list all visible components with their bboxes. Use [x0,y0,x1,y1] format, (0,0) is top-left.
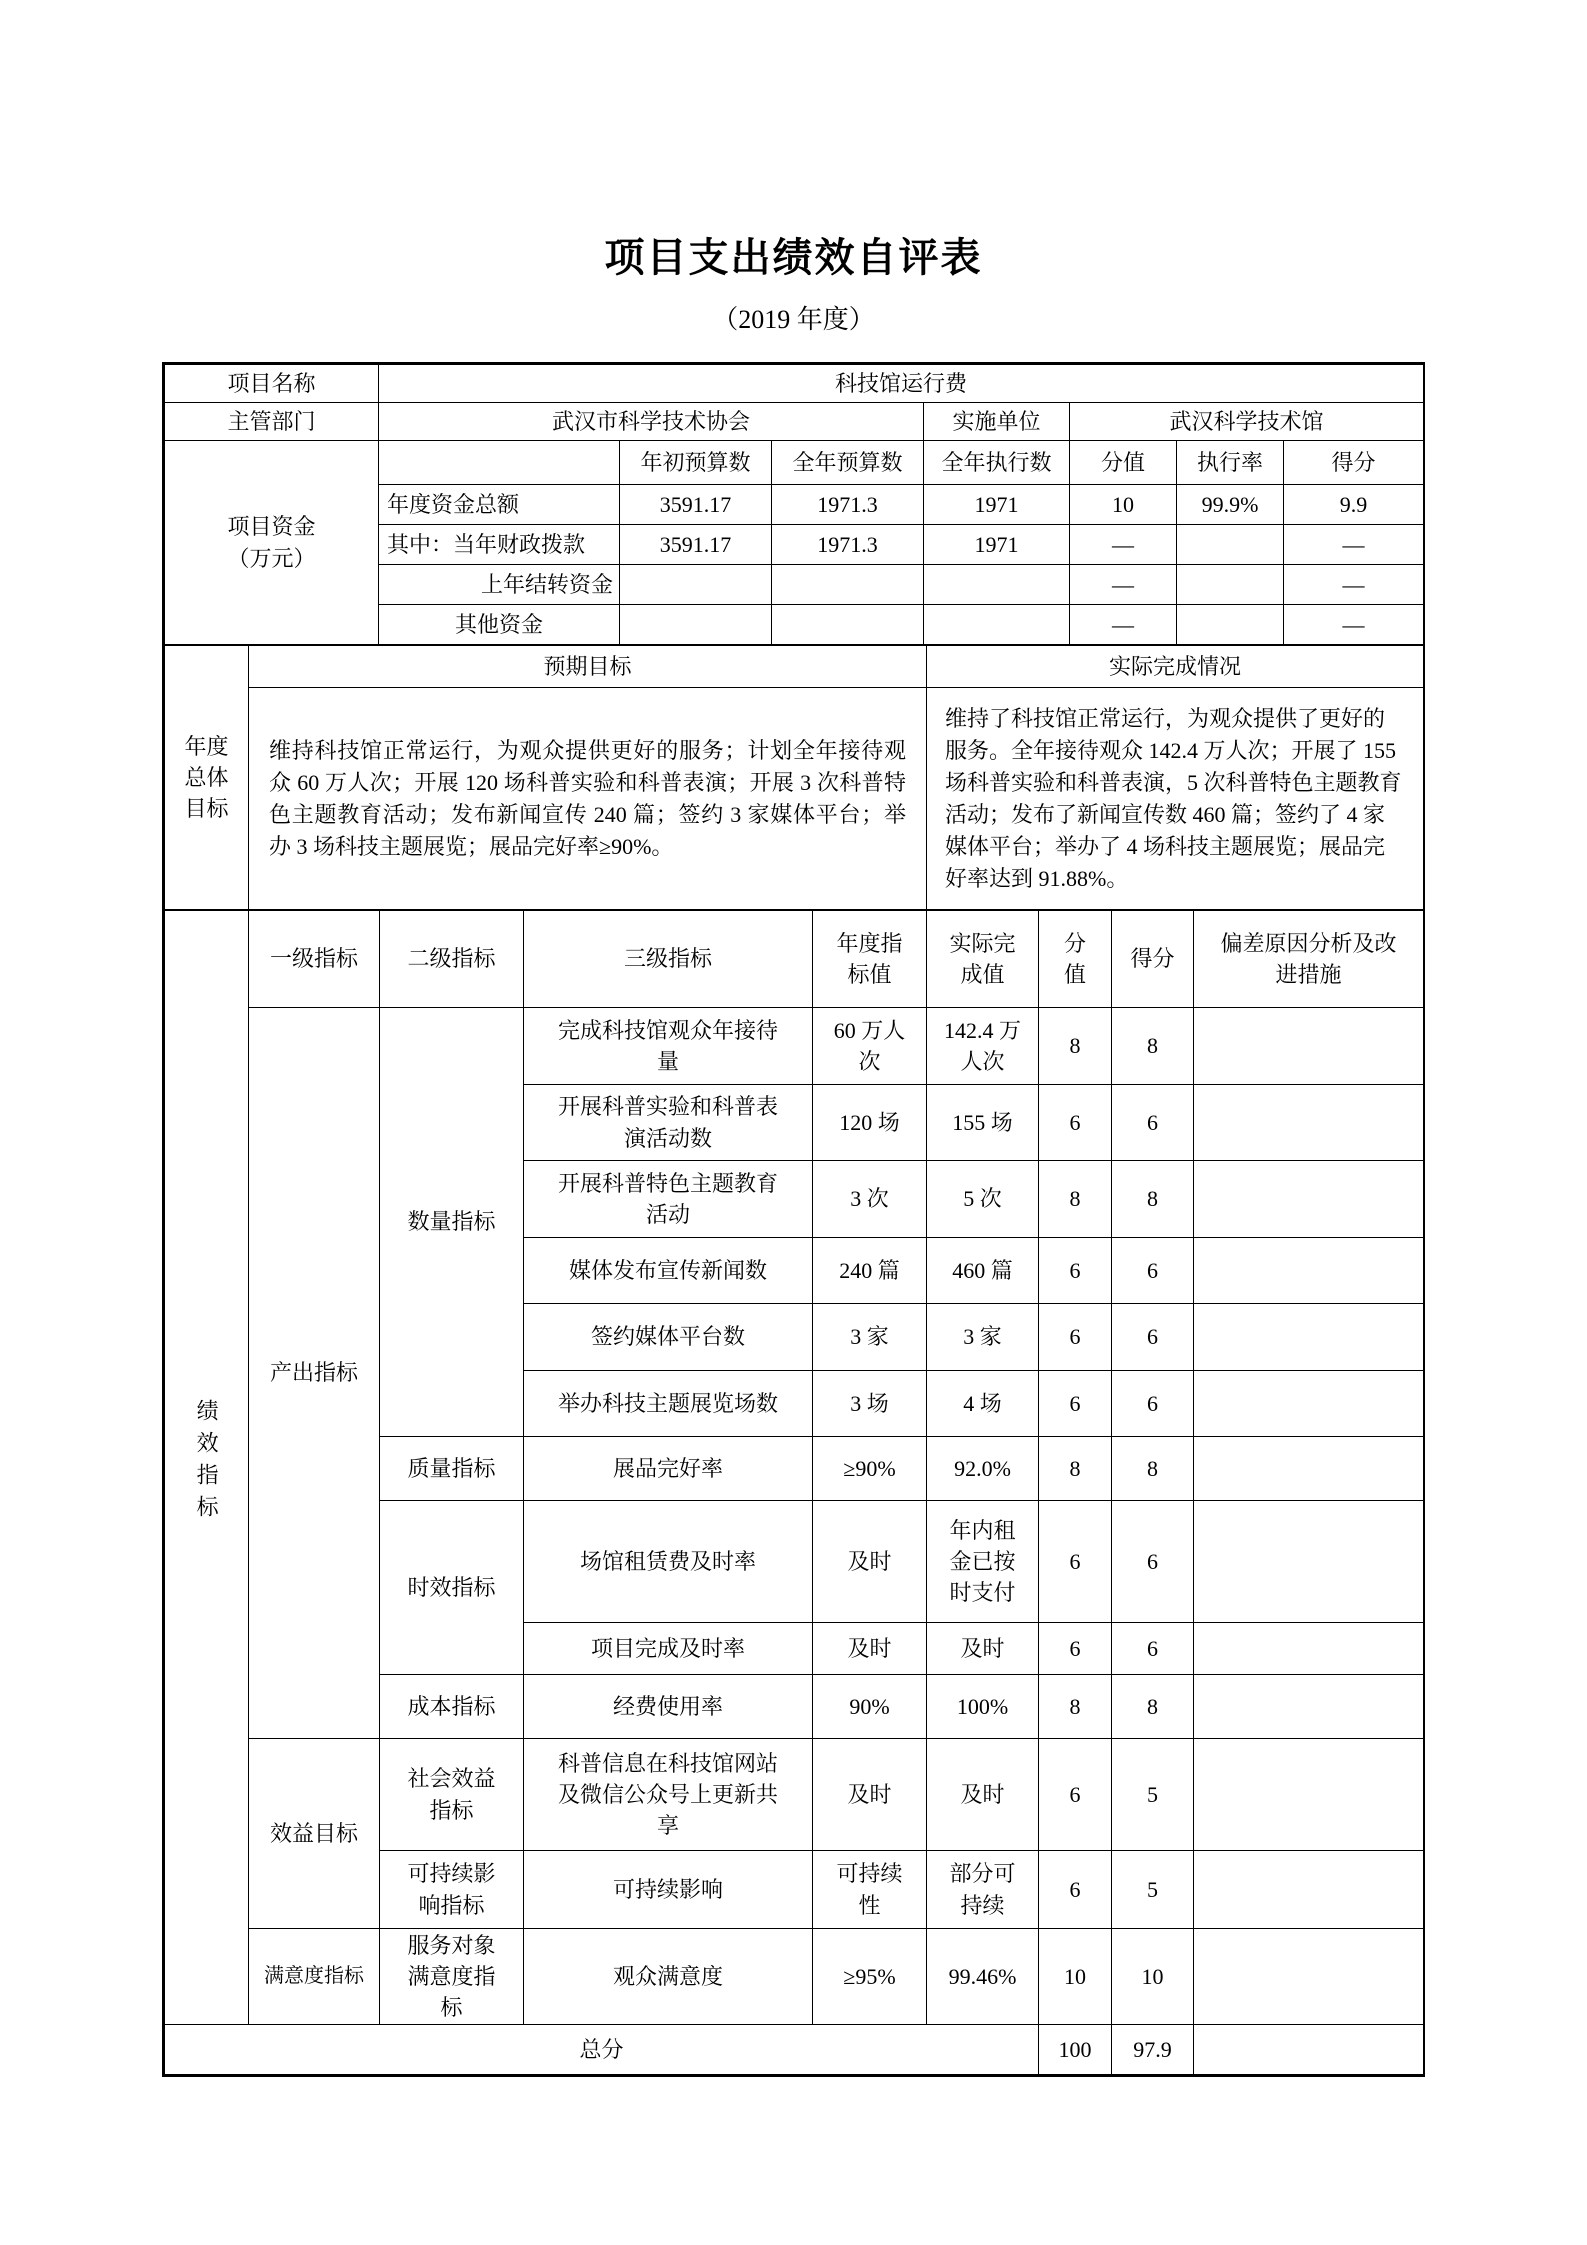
indicator-score: 6 [1039,1739,1112,1851]
funding-header-row [165,441,1424,485]
department-row [165,403,1424,441]
goals-section-label: 年度总体目标 [165,646,249,910]
indicator-earned: 6 [1112,1238,1194,1304]
indicator-earned: 6 [1112,1304,1194,1371]
total-deviation [1194,2025,1424,2075]
level1-satisfaction: 满意度指标 [249,1929,380,2025]
funding-cell: 10 [1070,485,1177,525]
funding-cell [1177,605,1284,645]
indicator-target: 可持续性 [813,1851,927,1929]
funding-cell [924,565,1070,605]
goals-content-row [165,688,1424,910]
total-score: 100 [1039,2025,1112,2075]
expected-goal-header: 预期目标 [249,646,927,688]
level2-timeliness: 时效指标 [380,1501,524,1675]
indicator-name: 项目完成及时率 [524,1623,813,1675]
info-funding-table [164,364,1424,645]
funding-cell: — [1284,605,1424,645]
indicator-actual: 142.4 万人次 [927,1008,1039,1085]
indicator-target: 3 次 [813,1161,927,1238]
indicator-actual: 92.0% [927,1437,1039,1501]
indicator-deviation [1194,1623,1424,1675]
funding-cell: 1971.3 [772,485,924,525]
indicator-actual: 3 家 [927,1304,1039,1371]
indicator-name: 媒体发布宣传新闻数 [524,1238,813,1304]
indicator-name: 观众满意度 [524,1929,813,2025]
indicator-target: 3 家 [813,1304,927,1371]
funding-section-label: 项目资金（万元） [165,441,379,645]
indicator-actual: 部分可持续 [927,1851,1039,1929]
indicator-earned: 8 [1112,1437,1194,1501]
indicator-deviation [1194,1304,1424,1371]
funding-cell: 1971.3 [772,525,924,565]
implementer-label: 实施单位 [924,403,1070,441]
indicator-score: 6 [1039,1371,1112,1437]
document-content [162,226,1425,2077]
funding-row-label: 其中：当年财政拨款 [379,525,620,565]
funding-cell: — [1284,525,1424,565]
funding-cell [620,565,772,605]
indicator-earned: 6 [1112,1501,1194,1623]
indicator-deviation [1194,1675,1424,1739]
indicator-actual: 155 场 [927,1085,1039,1161]
indicator-score: 8 [1039,1437,1112,1501]
indicator-actual: 及时 [927,1623,1039,1675]
level2-sustain: 可持续影响指标 [380,1851,524,1929]
indicators-section-label [165,911,249,2025]
indicator-actual: 100% [927,1675,1039,1739]
funding-cell: 9.9 [1284,485,1424,525]
indicator-name: 科普信息在科技馆网站及微信公众号上更新共享 [524,1739,813,1851]
header-target: 年度指标值 [813,911,927,1008]
indicator-score: 6 [1039,1238,1112,1304]
indicator-row [165,1929,1424,2025]
header-earned: 得分 [1112,911,1194,1008]
header-score: 分值 [1039,911,1112,1008]
indicator-deviation [1194,1851,1424,1929]
indicator-deviation [1194,1085,1424,1161]
funding-cell [772,565,924,605]
funding-row-label: 年度资金总额 [379,485,620,525]
indicator-target: 3 场 [813,1371,927,1437]
funding-header-executed: 全年执行数 [924,441,1070,485]
page-title: 项目支出绩效自评表 [604,235,983,280]
goals-table [164,645,1424,910]
expected-goal-text: 维持科技馆正常运行，为观众提供更好的服务；计划全年接待观众 60 万人次；开展 120 场科普实验和科普表演；开展 3 次科普特色主题教育活动；发布新闻宣传 240 篇；签约 3 家媒体平台；举办 3 场科技主题展览；展品完好率≥90%。 [249,688,927,910]
indicator-name: 开展科普实验和科普表演活动数 [524,1085,813,1161]
indicator-name: 可持续影响 [524,1851,813,1929]
actual-result-header: 实际完成情况 [927,646,1424,688]
funding-cell: 1971 [924,525,1070,565]
indicator-earned: 5 [1112,1851,1194,1929]
indicator-deviation [1194,1238,1424,1304]
level2-quality: 质量指标 [380,1437,524,1501]
header-level2: 二级指标 [380,911,524,1008]
indicator-score: 8 [1039,1161,1112,1238]
implementer-value: 武汉科学技术馆 [1070,403,1424,441]
project-name-value: 科技馆运行费 [379,365,1424,403]
indicator-target: 240 篇 [813,1238,927,1304]
funding-row-label: 上年结转资金 [379,565,620,605]
indicator-earned: 8 [1112,1008,1194,1085]
indicator-score: 6 [1039,1851,1112,1929]
indicator-earned: 6 [1112,1623,1194,1675]
indicator-actual: 460 篇 [927,1238,1039,1304]
funding-header-annual: 全年预算数 [772,441,924,485]
level2-quantity: 数量指标 [380,1008,524,1437]
department-label: 主管部门 [165,403,379,441]
indicator-target: 及时 [813,1501,927,1623]
funding-cell: — [1070,525,1177,565]
indicator-row [165,1008,1424,1085]
indicator-row [165,1739,1424,1851]
funding-cell: — [1284,565,1424,605]
funding-cell [1177,565,1284,605]
indicators-header-row [165,911,1424,1008]
indicator-earned: 6 [1112,1085,1194,1161]
indicator-deviation [1194,1501,1424,1623]
level1-output: 产出指标 [249,1008,380,1739]
funding-cell: 1971 [924,485,1070,525]
indicator-name: 开展科普特色主题教育活动 [524,1161,813,1238]
funding-cell: 3591.17 [620,525,772,565]
goals-header-row [165,646,1424,688]
header-level1: 一级指标 [249,911,380,1008]
header-level3: 三级指标 [524,911,813,1008]
indicator-score: 6 [1039,1501,1112,1623]
indicator-deviation [1194,1929,1424,2025]
indicator-earned: 8 [1112,1675,1194,1739]
actual-result-text: 维持了科技馆正常运行，为观众提供了更好的服务。全年接待观众 142.4 万人次；开展了 155 场科普实验和科普表演，5 次科普特色主题教育活动；发布了新闻宣传数 460 篇；签约了 4 家媒体平台；举办了 4 场科技主题展览；展品完好率达到 91.88%。 [927,688,1424,910]
indicator-deviation [1194,1008,1424,1085]
level2-cost: 成本指标 [380,1675,524,1739]
indicator-deviation [1194,1371,1424,1437]
funding-cell [1177,525,1284,565]
indicator-name: 完成科技馆观众年接待量 [524,1008,813,1085]
indicator-deviation [1194,1739,1424,1851]
indicators-table [164,910,1424,2075]
funding-header-initial: 年初预算数 [620,441,772,485]
indicator-target: 及时 [813,1623,927,1675]
indicator-score: 6 [1039,1623,1112,1675]
total-label: 总分 [165,2025,1039,2075]
evaluation-sheet [162,362,1425,2077]
indicator-name: 场馆租赁费及时率 [524,1501,813,1623]
funding-cell [772,605,924,645]
funding-header-earned: 得分 [1284,441,1424,485]
funding-header-score: 分值 [1070,441,1177,485]
indicator-actual: 4 场 [927,1371,1039,1437]
project-name-label: 项目名称 [165,365,379,403]
level2-social: 社会效益指标 [380,1739,524,1851]
page-subtitle: （2019 年度） [712,305,875,334]
indicator-deviation [1194,1161,1424,1238]
funding-cell: 99.9% [1177,485,1284,525]
indicator-target: 及时 [813,1739,927,1851]
indicator-target: 120 场 [813,1085,927,1161]
indicator-score: 8 [1039,1675,1112,1739]
level2-service-satisfaction: 服务对象满意度指标 [380,1929,524,2025]
funding-row-label: 其他资金 [379,605,620,645]
funding-cell: — [1070,565,1177,605]
indicator-name: 经费使用率 [524,1675,813,1739]
total-row [165,2025,1424,2075]
level1-benefit: 效益目标 [249,1739,380,1929]
project-name-row [165,365,1424,403]
funding-cell [924,605,1070,645]
indicator-actual: 年内租金已按时支付 [927,1501,1039,1623]
indicator-target: ≥95% [813,1929,927,2025]
indicator-score: 8 [1039,1008,1112,1085]
header-actual: 实际完成值 [927,911,1039,1008]
total-earned: 97.9 [1112,2025,1194,2075]
indicator-target: ≥90% [813,1437,927,1501]
indicator-score: 6 [1039,1085,1112,1161]
indicator-earned: 10 [1112,1929,1194,2025]
funding-cell: 3591.17 [620,485,772,525]
indicator-actual: 5 次 [927,1161,1039,1238]
indicator-actual: 及时 [927,1739,1039,1851]
indicator-actual: 99.46% [927,1929,1039,2025]
indicator-score: 6 [1039,1304,1112,1371]
indicator-score: 10 [1039,1929,1112,2025]
indicator-deviation [1194,1437,1424,1501]
indicator-name: 举办科技主题展览场数 [524,1371,813,1437]
indicator-earned: 6 [1112,1371,1194,1437]
indicator-earned: 5 [1112,1739,1194,1851]
indicators-section-label-text: 绩效指标 [194,1399,220,1528]
department-value: 武汉市科学技术协会 [379,403,924,441]
header-deviation: 偏差原因分析及改进措施 [1194,911,1424,1008]
funding-header-blank [379,441,620,485]
funding-cell: — [1070,605,1177,645]
indicator-name: 签约媒体平台数 [524,1304,813,1371]
indicator-target: 90% [813,1675,927,1739]
indicator-target: 60 万人次 [813,1008,927,1085]
indicator-earned: 8 [1112,1161,1194,1238]
funding-cell [620,605,772,645]
indicator-name: 展品完好率 [524,1437,813,1501]
funding-header-rate: 执行率 [1177,441,1284,485]
